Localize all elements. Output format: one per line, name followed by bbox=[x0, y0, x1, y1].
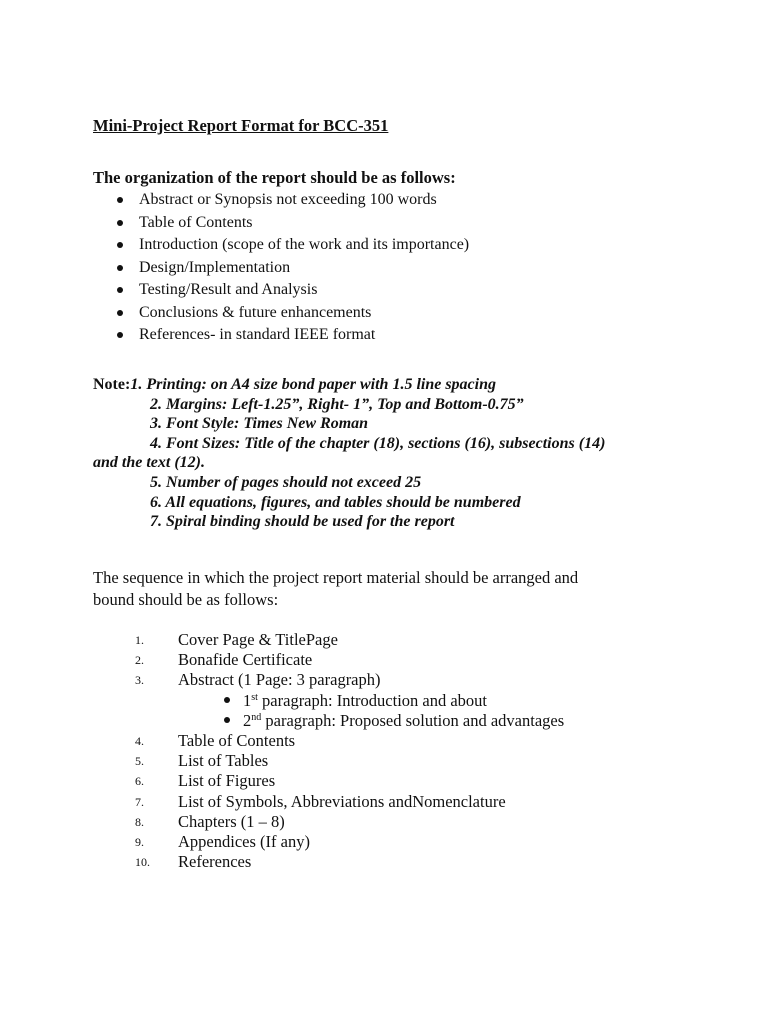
note-item-binding: 7. Spiral binding should be used for the report bbox=[150, 513, 455, 531]
item-number: 10. bbox=[135, 855, 150, 870]
sub-item-text: paragraph: Introduction and about bbox=[257, 690, 488, 710]
item-number: 3. bbox=[135, 673, 144, 688]
item-text: Cover Page & TitlePage bbox=[178, 630, 338, 649]
list-item bbox=[135, 852, 564, 872]
bullet-icon bbox=[224, 717, 230, 723]
item-text: Appendices (If any) bbox=[178, 832, 310, 852]
list-item bbox=[135, 812, 564, 832]
item-text: List of Figures bbox=[178, 771, 276, 791]
note-item-pages: 5. Number of pages should not exceed 25 bbox=[150, 473, 422, 491]
sub-list-item bbox=[135, 691, 564, 711]
bullet-icon bbox=[224, 697, 230, 703]
item-text: List of Tables bbox=[178, 751, 269, 771]
note-item-font-sizes: 4. Font Sizes: Title of the chapter (18), sections (16), subsections (14) bbox=[150, 434, 606, 452]
note-item-numbering: 6. All equations, figures, and tables should be numbered bbox=[150, 493, 521, 511]
list-item bbox=[135, 751, 564, 771]
item-text: References bbox=[178, 852, 252, 872]
list-item: Abstract or Synopsis not exceeding 100 words bbox=[116, 189, 469, 212]
list-item bbox=[135, 832, 564, 852]
sequence-intro-line: The sequence in which the project report material should be arranged and bbox=[93, 568, 579, 587]
item-number: 1. bbox=[135, 633, 144, 647]
sub-list-item bbox=[135, 711, 564, 731]
ordinal: 1 bbox=[243, 690, 252, 710]
organization-list bbox=[116, 189, 469, 347]
ordinal-suffix: st bbox=[251, 691, 258, 703]
note-section bbox=[93, 375, 693, 532]
list-item: Design/Implementation bbox=[116, 257, 469, 280]
list-item bbox=[135, 792, 564, 812]
item-number: 5. bbox=[135, 754, 144, 769]
note-label: Note: bbox=[93, 376, 131, 393]
ordinal-suffix: nd bbox=[251, 711, 262, 723]
sub-item-text: paragraph: Proposed solution and advantages bbox=[261, 710, 565, 730]
item-number: 6. bbox=[135, 774, 144, 789]
list-item bbox=[135, 650, 564, 670]
ordinal: 2 bbox=[243, 710, 252, 730]
note-item-font-sizes-cont: and the text (12). bbox=[93, 454, 205, 472]
list-item: References- in standard IEEE format bbox=[116, 324, 469, 347]
note-line bbox=[93, 375, 693, 395]
list-item: Introduction (scope of the work and its importance) bbox=[116, 234, 469, 257]
note-item-printing: 1. Printing: on A4 size bond paper with 1.5 line spacing bbox=[130, 376, 496, 393]
list-item bbox=[135, 771, 564, 791]
organization-heading: The organization of the report should be as follows: bbox=[93, 168, 456, 187]
list-item bbox=[135, 630, 564, 650]
list-item: Testing/Result and Analysis bbox=[116, 279, 469, 302]
sequence-list bbox=[135, 630, 564, 872]
list-item bbox=[135, 731, 564, 751]
item-text: Table of Contents bbox=[178, 731, 296, 751]
note-item-font-style: 3. Font Style: Times New Roman bbox=[150, 415, 369, 433]
list-item: Table of Contents bbox=[116, 212, 469, 235]
list-item bbox=[135, 670, 564, 690]
sequence-intro-line: bound should be as follows: bbox=[93, 590, 279, 609]
note-item-margins: 2. Margins: Left-1.25”, Right- 1”, Top and Bottom-0.75” bbox=[150, 395, 524, 413]
item-text: Abstract (1 Page: 3 paragraph) bbox=[178, 670, 381, 690]
item-number: 7. bbox=[135, 794, 144, 809]
item-text: List of Symbols, Abbreviations andNomenclature bbox=[178, 791, 506, 811]
sequence-intro bbox=[93, 567, 578, 611]
item-text: Bonafide Certificate bbox=[178, 650, 313, 670]
document-title: Mini-Project Report Format for BCC-351 bbox=[93, 116, 389, 135]
item-number: 2. bbox=[135, 653, 144, 668]
item-number: 4. bbox=[135, 734, 144, 749]
item-text: Chapters (1 – 8) bbox=[178, 811, 285, 831]
item-number: 9. bbox=[135, 835, 144, 850]
list-item: Conclusions & future enhancements bbox=[116, 302, 469, 325]
item-number: 8. bbox=[135, 814, 144, 829]
